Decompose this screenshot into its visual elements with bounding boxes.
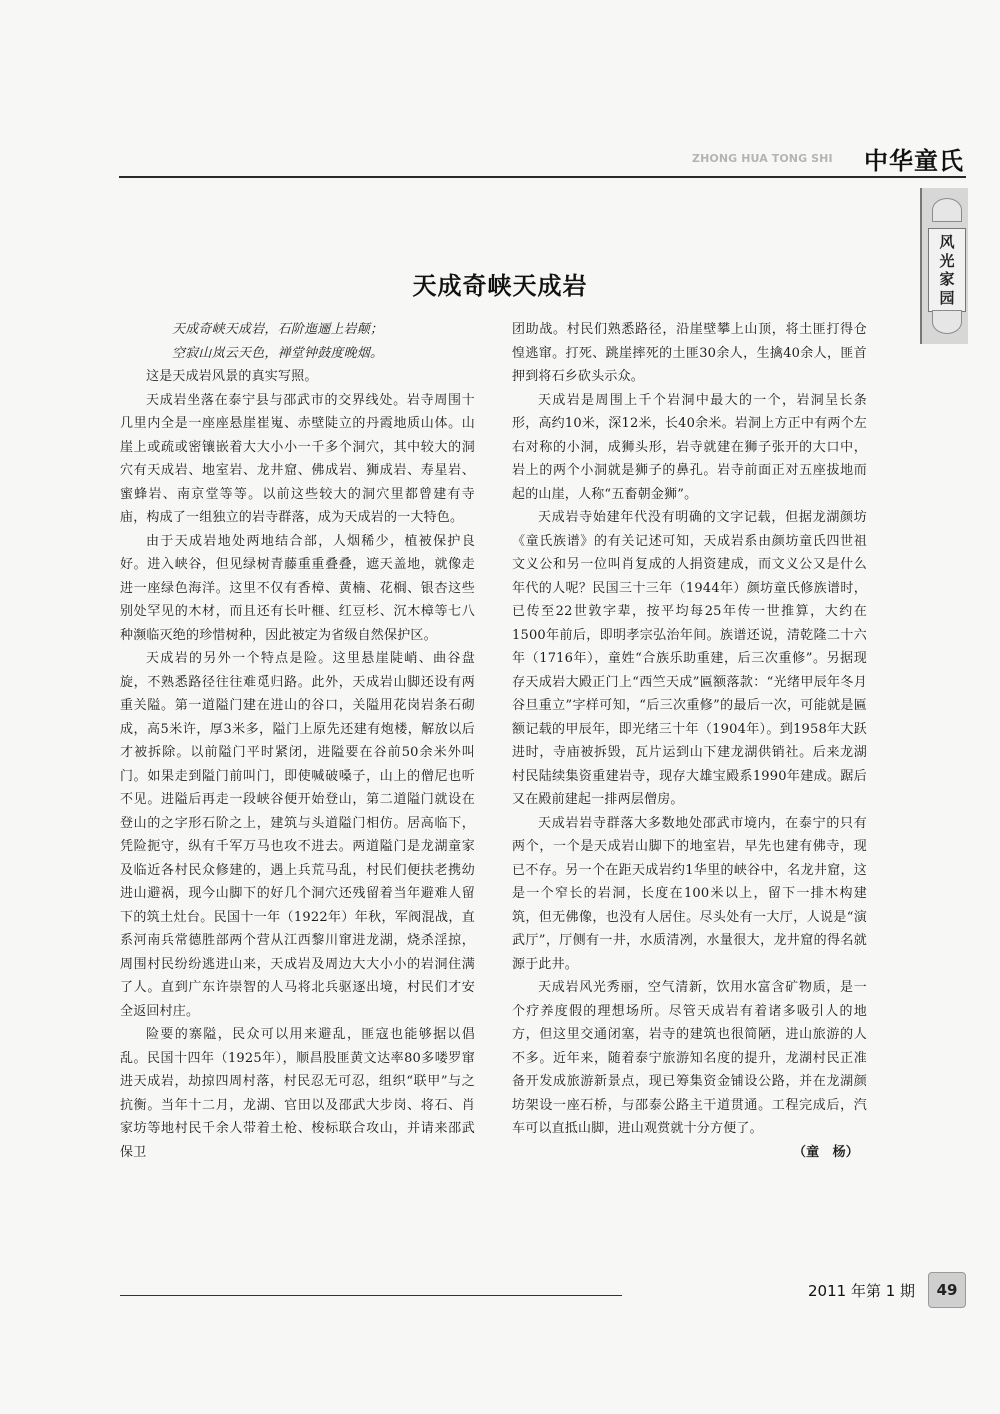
paragraph: 天成岩是周围上千个岩洞中最大的一个，岩洞呈长条形，高约10米，深12米，长40余米。岩洞上方正中有两个左右对称的小洞，成狮头形，岩寺就建在狮子张开的大口中，岩上的两个小洞就是狮子的鼻孔。岩寺前面正对五座拔地而起的山崖，人称“五畜朝金狮”。 <box>512 392 867 502</box>
header-rule <box>119 176 966 178</box>
issue-label: 2011 年第 1 期 <box>808 1282 916 1300</box>
header-chinese: 中华童氏 <box>864 147 964 175</box>
footer-rule <box>120 1295 622 1296</box>
section-tab-label: 风光家园 <box>939 233 955 307</box>
article-title: 天成奇峡天成岩 <box>412 271 588 301</box>
page-number: 49 <box>928 1272 966 1308</box>
left-column <box>120 318 475 1268</box>
paragraph: 天成岩岩寺群落大多数地处邵武市境内，在泰宁的只有两个，一个是天成岩山脚下的地室岩，早先也建有佛寺，现已不存。另一个在距天成岩约1华里的峡谷中，名龙井窟，这是一个窄长的岩洞，长度在100米以上，留下一排木构建筑，但无佛像，也没有人居住。尽头处有一大厅，人说是“演武厅”，厅侧有一井，水质清冽，水量很大，龙井窟的得名就源于此井。 <box>512 815 867 972</box>
ornament-top <box>932 198 962 222</box>
header-english: ZHONG HUA TONG SHI <box>692 152 833 165</box>
paragraph: 天成岩的另外一个特点是险。这里悬崖陡峭、曲谷盘旋，不熟悉路径往往难觅归路。此外，天成岩山脚还设有两重关隘。第一道隘门建在进山的谷口，关隘用花岗岩条石砌成，高5米许，厚3米多，隘门上原先还建有炮楼，解放以后才被拆除。以前隘门平时紧闭，进隘要在谷前50余米外叫门。如果走到隘门前叫门，即使喊破嗓子，山上的僧尼也听不见。进隘后再走一段峡谷便开始登山，第二道隘门就设在登山的之字形石阶之上，建筑与头道隘门相仿。居高临下，凭险扼守，纵有千军万马也攻不进去。两道隘门是龙湖童家及临近各村民众修建的，遇上兵荒马乱，村民们便扶老携幼进山避祸，现今山脚下的好几个洞穴还残留着当年避难人留下的筑土灶台。民国十一年（1922年）年秋，军阀混战，直系河南兵常德胜部两个营从江西黎川窜进龙湖，烧杀淫掠，周围村民纷纷逃进山来，天成岩及周边大大小小的岩洞住满了人。直到广东许崇智的人马将北兵驱逐出境，村民们才安全返回村庄。 <box>120 651 475 1019</box>
paragraph: 天成岩寺始建年代没有明确的文字记载，但据龙湖颜坊《童氏族谱》的有关记述可知，天成岩系由颜坊童氏四世祖文义公和另一位叫肖复成的人捐资建成，而文义公又是什么年代的人呢？民国三十三年（1944年）颜坊童氏修族谱时，已传至22世敦字辈，按平均每25年传一世推算，大约在1500年前后，即明孝宗弘治年间。族谱还说，清乾隆二十六年（1716年），童姓“合族乐助重建，后三次重修”。另据现存天成岩大殿正门上“西竺天成”匾额落款：“光绪甲辰年冬月谷旦重立”字样可知，“后三次重修”的最后一次，可能就是匾额记载的甲辰年，即光绪三十年（1904年）。到1958年大跃进时，寺庙被拆毁，瓦片运到山下建龙湖供销社。后来龙湖村民陆续集资重建岩寺，现存大雄宝殿系1990年建成。踞后又在殿前建起一排两层僧房。 <box>512 510 867 807</box>
author-signature: （童 杨） <box>792 1144 859 1160</box>
poem-line: 天成奇峡天成岩，石阶迤逦上岩颠； <box>172 322 384 337</box>
ornament-bottom <box>932 310 962 334</box>
paragraph-continuation: 团助战。村民们熟悉路径，沿崖壁攀上山顶，将土匪打得仓惶逃窜。打死、跳崖摔死的土匪30余人，生擒40余人，匪首押到将石乡砍头示众。 <box>512 322 867 384</box>
paragraph: 由于天成岩地处两地结合部，人烟稀少，植被保护良好。进入峡谷，但见绿树青藤重重叠叠，遮天盖地，就像走进一座绿色海洋。这里不仅有香樟、黄楠、花榈、银杏这些别处罕见的木材，而且还有长叶榧、红豆杉、沉木樟等七八种濒临灭绝的珍惜树种，因此被定为省级自然保护区。 <box>120 533 475 643</box>
right-column <box>512 318 867 1268</box>
poem-line: 空寂山岚云天色，禅堂钟鼓度晚烟。 <box>172 345 384 361</box>
paragraph: 天成岩坐落在泰宁县与邵武市的交界线处。岩寺周围十几里内全是一座座悬崖崔嵬、赤壁陡立的丹霞地质山体。山崖上或疏或密镶嵌着大大小小一千多个洞穴，其中较大的洞穴有天成岩、地室岩、龙井窟、佛成岩、狮成岩、寿星岩、蜜蜂岩、南京堂等等。以前这些较大的洞穴里都曾建有寺庙，构成了一组独立的岩寺群落，成为天成岩的一大特色。 <box>120 392 475 525</box>
paragraph: 这是天成岩风景的真实写照。 <box>146 369 318 384</box>
paragraph: 险要的寨隘，民众可以用来避乱，匪寇也能够据以倡乱。民国十四年（1925年），顺昌股匪黄文达率80多喽罗窜进天成岩，劫掠四周村落，村民忍无可忍，组织“联甲”与之抗衡。当年十二月，龙湖、官田以及邵武大步岗、将石、肖家坊等地村民千余人带着土枪、梭标联合攻山，并请来邵武保卫 <box>120 1027 475 1160</box>
paragraph: 天成岩风光秀丽，空气清新，饮用水富含矿物质，是一个疗养度假的理想场所。尽管天成岩有着诸多吸引人的地方，但这里交通闭塞，岩寺的建筑也很简陋，进山旅游的人不多。近年来，随着泰宁旅游知名度的提升，龙湖村民正准备开发成旅游新景点，现已筹集资金铺设公路，并在龙湖颜坊架设一座石桥，与邵泰公路主干道贯通。工程完成后，汽车可以直抵山脚，进山观赏就十分方便了。 <box>512 980 867 1136</box>
